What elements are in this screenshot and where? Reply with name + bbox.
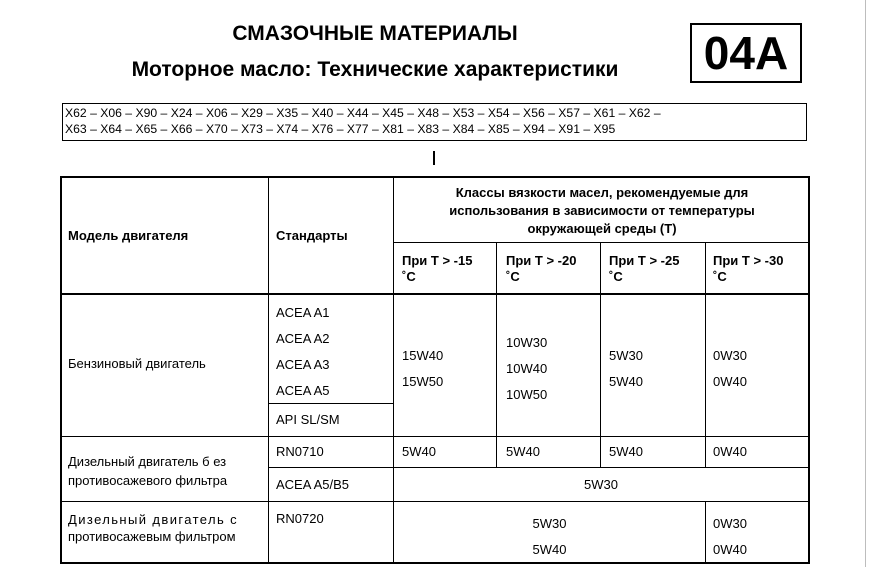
diesel-filter-standard: RN0720 <box>276 511 324 526</box>
petrol-standards: ACEA A1 ACEA A2 ACEA A3 ACEA A5 <box>276 305 330 398</box>
petrol-standard-api: API SL/SM <box>276 412 340 427</box>
diesel-filter-label: Дизельный двигатель с противосажевым фильтром <box>68 512 239 544</box>
models-line-2: X63 – X64 – X65 – X66 – X70 – X73 – X74 – X76 – X77 – X81 – X83 – X84 – X85 – X94 – X91 – X95 <box>65 122 616 136</box>
text-cursor <box>433 151 435 165</box>
applicable-models <box>62 103 807 141</box>
models-line-1: X62 – X06 – X90 – X24 – X06 – X29 – X35 – X40 – X44 – X45 – X48 – X53 – X54 – X56 – X57 – X61 – X62 – <box>65 106 661 120</box>
diesel-no-filter-standard-1: RN0710 <box>276 444 324 459</box>
diesel-no-filter-merged-value: 5W30 <box>584 477 618 492</box>
petrol-t25: 5W30 5W40 <box>609 348 643 389</box>
diesel-no-filter-t15: 5W40 <box>402 444 436 459</box>
header-viscosity: Классы вязкости масел, рекомендуемые для использования в зависимости от температуры окружающей среды (T) <box>449 185 755 236</box>
temp-header-15: При T > -15 ˚C <box>402 253 473 284</box>
petrol-t20: 10W30 10W40 10W50 <box>506 335 548 402</box>
diesel-no-filter-t25: 5W40 <box>609 444 643 459</box>
diesel-no-filter-standard-2: ACEA A5/B5 <box>276 477 349 492</box>
temp-header-25: При T > -25 ˚C <box>609 253 680 284</box>
diesel-no-filter-label: Дизельный двигатель б ез противосажевого фильтра <box>68 454 228 488</box>
diesel-filter-t30: 0W30 0W40 <box>713 516 747 557</box>
diesel-no-filter-t30: 0W40 <box>713 444 747 459</box>
petrol-engine-label: Бензиновый двигатель <box>68 356 206 371</box>
diesel-no-filter-t20: 5W40 <box>506 444 540 459</box>
petrol-t30: 0W30 0W40 <box>713 348 747 389</box>
header-standards: Стандарты <box>276 228 348 243</box>
diesel-filter-merged-values: 5W30 5W40 <box>532 516 567 557</box>
temp-header-30: При T > -30 ˚C <box>713 253 784 284</box>
page-edge <box>865 0 866 567</box>
temp-header-20: При T > -20 ˚C <box>506 253 577 284</box>
page-title: СМАЗОЧНЫЕ МАТЕРИАЛЫ <box>232 22 518 45</box>
section-code: 04A <box>690 23 802 83</box>
petrol-t15: 15W40 15W50 <box>402 348 444 389</box>
page-subtitle: Моторное масло: Технические характеристики <box>131 58 619 81</box>
header-model: Модель двигателя <box>68 228 189 243</box>
